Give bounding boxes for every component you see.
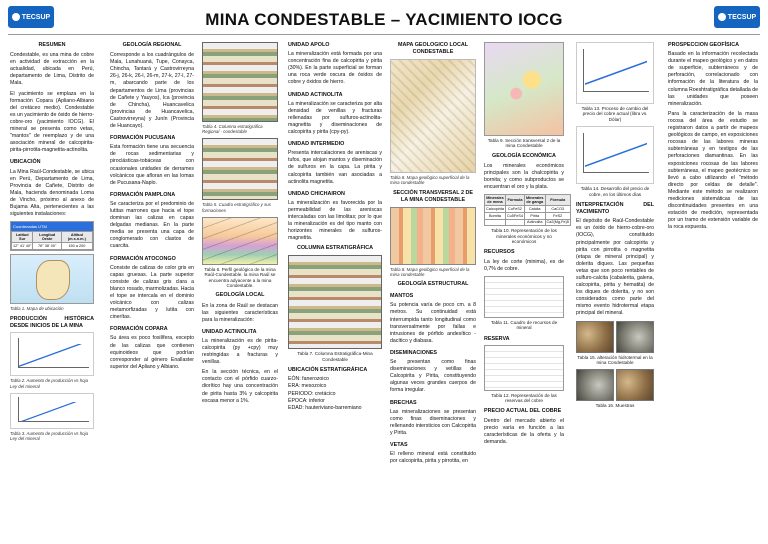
pucusana-paragraph: Esta formación tiene una secuencia de rocas sedimentarias y piroclásticas-tobáceas con ocasionales unidades de derrames volcánicos que afloran en las lomas de Pucusana-Naplo. (110, 144, 194, 186)
coord-header: Longitud Oeste (33, 232, 61, 243)
location-map-image (10, 254, 94, 304)
reserves-table-image (484, 345, 564, 391)
copper-price-days-chart (576, 126, 654, 184)
intermedio-paragraph: Presenta intercalaciones de areniscas y tufos, que alojan mantos y diseminación de sulfuros en la capa. La pirita y calcopirita también van asociadas a actinolita magnetita. (288, 150, 382, 185)
production-chart-1 (10, 332, 94, 376)
column-mapa-local (390, 42, 476, 468)
coord-value: 76° 38' 00" (33, 243, 61, 250)
epoca-line: ÉPOCA: inferior (288, 397, 325, 404)
section-title-precio: PRECIO ACTUAL DEL COBRE (484, 408, 562, 415)
actinolita-paragraph-2: En la sección técnica, en el contacto con el pórfido cuarzo-diorítico hay una concentración de pirita hasta 3% y calcopirita escasa menor a 1%. (202, 369, 278, 404)
section-title-atocongo: FORMACIÓN ATOCONGO (110, 255, 176, 262)
atocongo-paragraph: Consiste de calizas de color gris en capas gruesas. La parte superior consiste de calizas gris clara a blanco rosado, marmolizadas. Hacia el tope se intercala en el dominio volcánico con calizas metamorfizadas y lutita con cinerítas. (110, 264, 194, 321)
geologia-local-paragraph: En la zona de Raúl se destacan las siguientes características para la mineralización: (202, 302, 278, 323)
section-title-resumen: RESUMEN (38, 42, 66, 48)
brechas-paragraph: Las mineralizaciones se presentan como finas diseminaciones y rellenando intersticios con Calcopirita y Pirita. (390, 408, 476, 436)
caption-tabla-5: Tabla 5. Cuadro estratigráfico y sus formaciones (202, 202, 271, 213)
cross-section-2-image (484, 42, 564, 136)
column-unidades (288, 42, 382, 412)
periodo-line: PERIODO: cretácico (288, 390, 336, 397)
table-header: Fórmula (505, 195, 524, 206)
caption-tabla-14: Tabla 14. Desarrollo del precio de cobre, en los últimos días (580, 186, 650, 197)
section-title-geologia-local: GEOLOGÍA LOCAL (215, 292, 265, 299)
precio-paragraph: Dentro del mercado abierto el precio varía en función a las características de la oferta y la demanda. (484, 417, 564, 445)
geologia-economica-paragraph: Los minerales económicos principales son la chalcopirita y bornita; y como subproductos se encuentran el oro y la plata. (484, 162, 564, 191)
caption-tabla-12: Tabla 12. Representación de las reservas del cobre (491, 392, 557, 404)
table-cell (485, 219, 506, 226)
caption-tabla-9b: Tabla 9. Sección transversal 2 de la mina Condestable (487, 138, 561, 149)
column-interpretacion (576, 42, 654, 413)
section-title-diseminaciones: DISEMINACIONES (390, 349, 438, 356)
section-title-copara: FORMACIÓN COPARA (110, 326, 168, 333)
copara-paragraph: Su área es poco fosilífera, excepto de las calizas que contienen equinoideos que podrían corresponder al género Enallaster superior del Apliano y Albiano. (110, 335, 194, 370)
section-title-recursos: RECURSOS (484, 249, 515, 256)
diseminaciones-paragraph: Se presentan como finas diseminaciones y vetillas de Calcopirita y Pirita, constituyendo algunas veces grandes cuerpos de forma irregular. (390, 359, 476, 394)
actinolita-local-paragraph: La mineralización se caracteriza por alta densidad de venillas y fracturas rellenadas por sulfuros-actinolita-magnetita y diseminaciones de calcopirita y pirita (cpy-py). (288, 100, 382, 136)
caption-tabla-10: Tabla 10. Representación de los minerales económicos y no económicos (491, 228, 557, 245)
column-geologia-local (202, 42, 278, 408)
caption-tabla-1: Tabla 1. Mapa de ubicación (10, 306, 64, 312)
column-geologia-regional (110, 42, 194, 374)
caption-tabla-8: Tabla 8. Mapa geológico superficial de la mina condestable (390, 175, 470, 186)
caption-tabla-3: Tabla 3. Aumento de producción vs hoja Ley del mineral (10, 430, 89, 442)
table-cell: CuFeS2 (505, 206, 524, 213)
table-row (485, 213, 571, 220)
section-title-pamplona: FORMACIÓN PAMPLONA (110, 191, 176, 198)
section-title-brechas: BRECHAS (390, 399, 417, 406)
coord-value: 150 a 200 (61, 243, 92, 250)
actinolita-paragraph: La mineralización es de pirita-calcopirita (py +cpy) muy restringidas a fracturas y venillas. (202, 337, 278, 366)
cross-section-image (390, 207, 476, 265)
ubicacion-paragraph: La Mina Raúl-Condestable, se ubica en Perú, Departamento de Lima, Provincia de Cañete, Distrito de Mala, hacienda denominada Loma de Vincho, próximo al anexo de Bujama Alta, pertenecientes a las siguientes instalaciones: (10, 168, 94, 218)
regional-stratigraphy-image (202, 42, 278, 122)
coord-value: 12° 41' 40" (13, 243, 32, 248)
table-header: Minerales de mena (486, 195, 504, 205)
section-title-intermedio: UNIDAD INTERMEDIO (288, 141, 345, 148)
resources-table-image (484, 276, 564, 318)
geologic-map-image (390, 59, 476, 173)
copper-price-chart (576, 42, 654, 104)
resumen-paragraph-1: Condestable, es una mina de cobre en actividad de extracción en la actualidad, ubicada en Perú, departamento de Lima, Distrito de Mala. (10, 52, 94, 87)
caption-tabla-16: Tabla 16. Muestras (595, 403, 635, 409)
section-title-reserva: RESERVA (484, 335, 510, 342)
table-header: Minerales de ganga (525, 195, 544, 205)
caption-tabla-9: Tabla 8. Mapa geológico superficial de la mina condestable (390, 266, 470, 277)
caption-tabla-7: Tabla 7. Columna Estratigráfica-Mina Condestable (297, 351, 373, 362)
vetas-paragraph: El relleno mineral está constituido por calcopirita, pirita y pirrotita, en (390, 451, 476, 465)
resumen-paragraph-2: El yacimiento se emplaza en la formación Copara (Apliano-Albiano del cretáceo medio). Condestable es un yacimiento de óxido de hierro-cobre-oro (yacimiento IOCG). El mineral se presenta como vetas, "mantos" de reemplazo y de una asociación mineral de calcopirita-pirita-pirrotita-magnetita-actinolita. (10, 90, 94, 154)
table-cell: FeS2 (545, 213, 570, 220)
section-title-prospeccion: PROSPECCION GEOFÍSICA (668, 42, 739, 48)
caption-tabla-11: Tabla 11. Cuadro de recursos de mineral (490, 319, 558, 331)
section-title-actinolita: UNIDAD ACTINOLITA (288, 91, 343, 98)
section-title-ubicacion-estratigrafica: UBICACIÓN ESTRATIGRÁFICA (288, 367, 368, 374)
section-title-vetas: VETAS (390, 441, 408, 448)
table-header: Fórmula (545, 195, 570, 206)
table-cell: CaCO3 (545, 206, 570, 213)
section-title-seccion-transversal: SECCIÓN TRANSVERSAL 2 DE LA MINA CONDESTABLE (393, 189, 473, 203)
section-title-apolo: UNIDAD APOLO (288, 42, 330, 48)
alteration-photos (576, 321, 654, 353)
caption-tabla-13: Tabla 13. Proceso de cambio del precio del cobre actual (libra vs. Dólar) (581, 106, 649, 122)
section-title-geologia-estructural: GEOLOGÍA ESTRUCTURAL (397, 281, 469, 288)
table-cell: Ca2(Mg,Fe)5 (546, 220, 569, 225)
table-cell: Pirita (524, 213, 545, 220)
section-title-chichairon: UNIDAD CHICHAIRON (288, 190, 345, 197)
prospeccion-paragraph-1: Basado en la información recolectada durante el mapeo geológico y en datos de superficie, subterráneos y de perforación, correlacionado con información de la literatura de la columna Roeshtratigráfica detallada de las unidades que poseen mineralización. (668, 51, 758, 107)
geologia-regional-paragraph: Corresponde a los cuadrángulos de Mala, Lunahuaná, Tupe, Conayca, Chincha, Tantará y Castrovirreyna 26-j, 26-k, 26-l, 26-m, 27-k, 27-l, 27-m, abarcando parte de los departamentos de Lima (provincias de Cañete y Yauyos), Ica (provincia de Chincha), Huancavelica (provincias de Huancavelica, Castrovirreyna) y Junín (Provincia de Huancayo). (110, 52, 194, 130)
coord-header: Latitud Sur (12, 232, 33, 243)
section-title-geologia-economica: GEOLOGÍA ECONÓMICA (492, 152, 556, 159)
eon-line: EÓN: fanerozoico (288, 376, 329, 383)
coordinates-table (10, 221, 94, 251)
section-title-interpretacion: INTERPRETACIÓN DEL YACIMIENTO (576, 202, 654, 216)
section-title-unidad-actinolita: UNIDAD ACTINOLITA (202, 328, 257, 335)
logo-text: TECSUP (727, 13, 757, 21)
alteration-photo-1 (576, 321, 614, 353)
caption-tabla-15: Tabla 15. alteración hidrotermal en la mina Condestable (577, 354, 653, 365)
section-title-mapa-geologico: MAPA GEOLOGICO LOCAL CONDESTABLE (397, 42, 469, 56)
pamplona-paragraph: Se caracteriza por el predominio de lutitas marrones que hacia el tope dominan las calizas en capas delgadas medianas. En la parte media se presenta una capa de conglomerado con clastos de cuarcita. (110, 200, 194, 250)
chichairon-paragraph: La mineralización es favorecida por la permeabilidad de las areniscas intercaladas con las limolitas; por lo que la mineralización es del tipo manto con horizontes minerales de sulfuros-magnetita. (288, 199, 382, 242)
column-resumen (10, 42, 94, 445)
caption-tabla-6: Tabla 6. Perfil geológico de la mina Raúl-Condestable. la mina Raúl se encuentra adyacente a la mina Condestable. (204, 266, 276, 289)
logo-text: TECSUP (21, 13, 51, 21)
section-title-mantos: MANTOS (390, 293, 414, 300)
table-row (485, 219, 571, 226)
recursos-paragraph: La ley de corte (minima), es de 0,7% de cobre. (484, 258, 564, 272)
prospeccion-paragraph-2: Para la caracterización de la masa rocosa del área de estudio se registraron datos a partir de mapeos geológicos de campo, en exposiciones rocosas de las labores mineras subterráneas y en testigos de las perforaciones diamantinas. En las exposiciones rocosas de las labores subterráneas, el mapeo geotécnico se llevó a cabo utilizando el "método directo por celdas de detalle". Mediante este método se realizaron mediciones sistemáticas de las discontinuidades presentes en una estación de medición, representada por un tramo de extensión variable de la roca expuesta. (668, 110, 758, 231)
edad-line: EDAD: hauteriviano-barremiano (288, 404, 362, 411)
column-prospeccion (668, 42, 758, 234)
coord-header: Altitud (m.s.n.m.) (61, 232, 92, 243)
table-cell: Calcopirita (486, 206, 504, 211)
sample-photo-2 (616, 369, 654, 401)
table-cell (505, 219, 524, 226)
coordinates-values (11, 231, 93, 250)
sample-photos (576, 369, 654, 401)
section-title-geologia-regional: GEOLOGÍA REGIONAL (122, 42, 182, 48)
section-title-pucusana: FORMACIÓN PUCUSANA (110, 135, 176, 142)
table-row (485, 206, 571, 213)
minerals-table (484, 194, 571, 226)
table-cell: Cu5FeS4 (506, 213, 523, 218)
interpretacion-paragraph: El depósito de Raúl-Condestable es un óxido de hierro-cobre-oro (IOCG), constituido principalmente por calcopirita y pirita con pirrotita o magnetita (etapa de mineral principal) y dolerita diques. Las pequeñas vetas que son poco rentables de sulfuro-calcita (cabalerita, galena, calcopirita, pirita y hematita) de los diques de dolerita, y no son considerados como parte del mismo evento hidrotermal etapa principal del mineral. (576, 218, 654, 317)
poster-title: MINA CONDESTABLE – YACIMIENTO IOCG (205, 10, 563, 29)
geologic-profile-image (202, 217, 278, 265)
column-geologia-economica (484, 42, 569, 449)
caption-tabla-4: Tabla 4. Columna estratigráfica Regional - condestable (202, 124, 263, 135)
title-divider (8, 34, 760, 35)
section-title-produccion: PRODUCCIÓN HISTÓRICA DESDE INICIOS DE LA MINA (10, 316, 94, 330)
sample-photo-1 (576, 369, 614, 401)
section-title-ubicacion: UBICACIÓN (10, 159, 41, 166)
table-cell: Actinolita (524, 219, 545, 226)
alteration-photo-2 (616, 321, 654, 353)
stratigraphic-chart-image (202, 138, 278, 200)
caption-tabla-2: Tabla 2. Aumento de producción vs hoja Ley del mineral (10, 378, 89, 389)
era-line: ERA: mesozoico (288, 383, 327, 390)
mantos-paragraph: Su potencia varía de poco cm. a 8 metros. Su continuidad está interrumpida tanto longitudinal como transversalmente por fallas e intrusiones de pórfido andesítico - dacítico y diabasa. (390, 302, 476, 344)
coordinates-banner: Coordenadas UTM (11, 222, 93, 231)
section-title-columna: COLUMNA ESTRATIGRÁFICA (296, 245, 374, 252)
table-cell: Bornita (485, 213, 506, 220)
table-cell: Calcita (524, 206, 545, 213)
stratigraphic-column-image (288, 255, 382, 349)
production-chart-2 (10, 393, 94, 429)
apolo-paragraph: La mineralización está formada por una concentración fina de calcopirita y pirita (30%). En la parte superficial se forman una roca verde oscura de óxidos de cobre y óxidos de hierro. (288, 51, 382, 86)
